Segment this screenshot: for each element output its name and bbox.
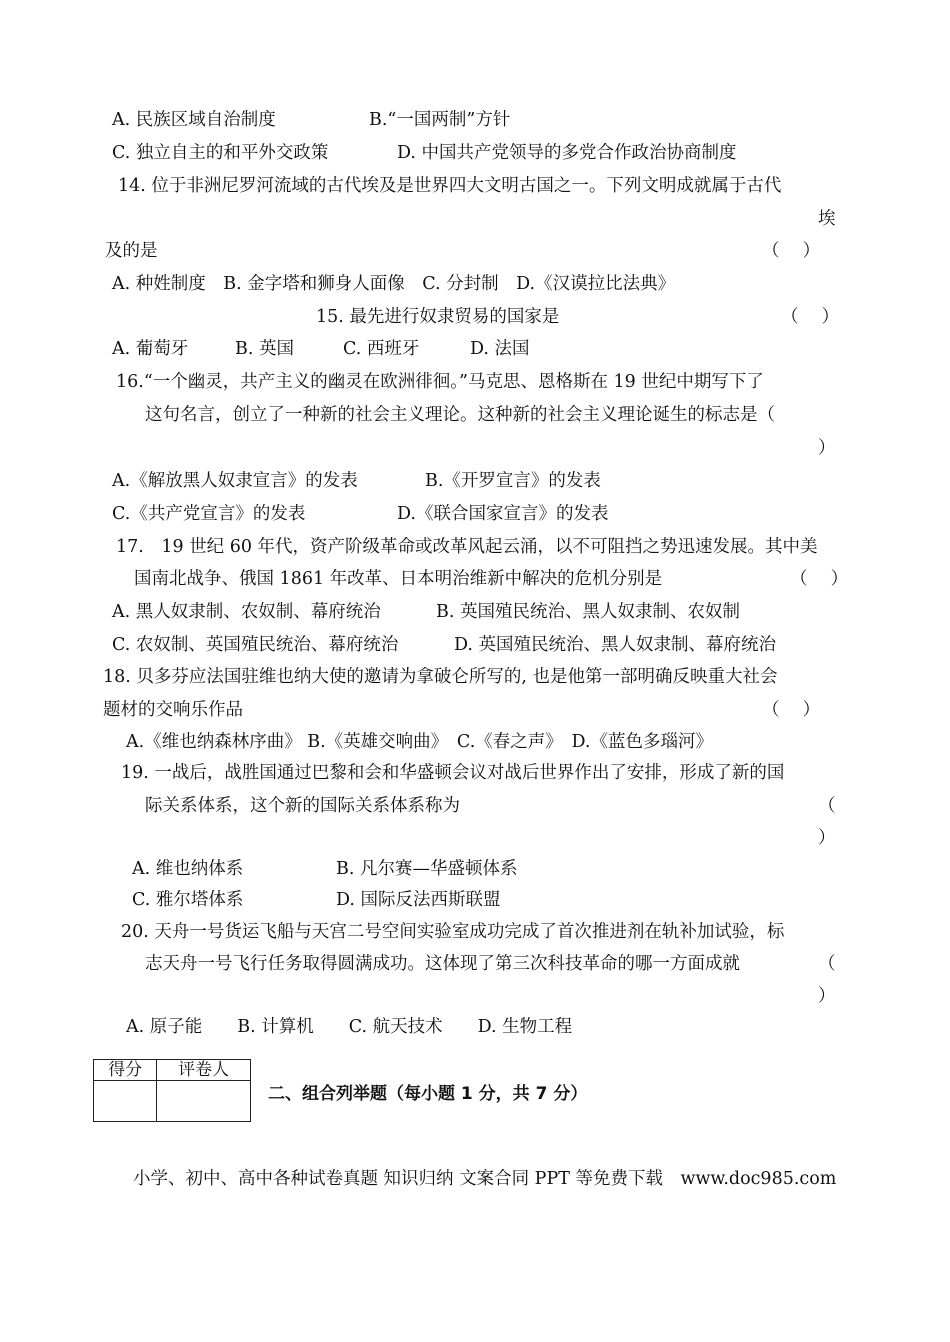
q15-option-d: D. 法国 [470, 339, 530, 359]
q19-option-d: D. 国际反法西斯联盟 [336, 890, 501, 910]
q18-stem-line2: 题材的交响乐作品 [103, 700, 243, 720]
q20-options: A. 原子能 B. 计算机 C. 航天技术 D. 生物工程 [126, 1017, 573, 1037]
q15-option-c: C. 西班牙 [343, 339, 420, 359]
q16-stem-line2: 这句名言，创立了一种新的社会主义理论。这种新的社会主义理论诞生的标志是（ [145, 405, 775, 425]
q18-stem-line1: 18. 贝多芬应法国驻维也纳大使的邀请为拿破仑所写的, 也是他第一部明确反映重大社会 [103, 667, 778, 687]
q16-answer-paren-close: ） [818, 438, 836, 458]
q17-option-b: B. 英国殖民统治、黑人奴隶制、农奴制 [436, 602, 740, 622]
q17-option-d: D. 英国殖民统治、黑人奴隶制、幕府统治 [454, 635, 777, 655]
q16-stem-line1: 16.“一个幽灵，共产主义的幽灵在欧洲徘徊。”马克思、恩格斯在 19 世纪中期写下了 [116, 372, 764, 392]
grader-header: 评卷人 [157, 1060, 251, 1081]
q19-option-c: C. 雅尔塔体系 [132, 890, 244, 910]
q17-stem-line2: 国南北战争、俄国 1861 年改革、日本明治维新中解决的危机分别是 [134, 569, 663, 589]
q20-stem-line2: 志天舟一号飞行任务取得圆满成功。这体现了第三次科技革命的哪一方面成就 [145, 954, 740, 974]
q13-option-c: C. 独立自主的和平外交政策 [112, 143, 329, 163]
q14-answer-paren: （ ） [762, 241, 821, 261]
score-table [93, 1059, 251, 1122]
q19-answer-paren-open: （ [818, 796, 836, 816]
q17-option-a: A. 黑人奴隶制、农奴制、幕府统治 [112, 602, 381, 622]
q19-stem-line1: 19. 一战后，战胜国通过巴黎和会和华盛顿会议对战后世界作出了安排，形成了新的国 [121, 763, 785, 783]
q16-option-d: D.《联合国家宣言》的发表 [397, 504, 609, 524]
q14-options: A. 种姓制度 B. 金字塔和狮身人面像 C. 分封制 D.《汉谟拉比法典》 [112, 274, 676, 294]
q14-stem-line2: 及的是 [105, 241, 158, 261]
q13-option-b: B.“一国两制”方针 [369, 110, 511, 130]
q19-answer-paren-close: ） [818, 828, 836, 848]
q15-option-b: B. 英国 [235, 339, 294, 359]
q16-option-c: C.《共产党宣言》的发表 [112, 504, 306, 524]
q19-stem-line2: 际关系体系，这个新的国际关系体系称为 [145, 796, 460, 816]
q20-answer-paren-open: （ [818, 954, 836, 974]
q17-stem-line1: 17. 19 世纪 60 年代，资产阶级革命或改革风起云涌，以不可阻挡之势迅速发展。其中美 [116, 537, 818, 557]
q16-option-a: A.《解放黑人奴隶宣言》的发表 [112, 471, 358, 491]
q14-stem-line1: 14. 位于非洲尼罗河流域的古代埃及是世界四大文明古国之一。下列文明成就属于古代 [118, 176, 782, 196]
score-header: 得分 [94, 1060, 157, 1081]
q20-answer-paren-close: ） [818, 986, 836, 1006]
q19-option-a: A. 维也纳体系 [132, 859, 244, 879]
q13-option-d: D. 中国共产党领导的多党合作政治协商制度 [397, 143, 737, 163]
q15-answer-paren: （ ） [781, 307, 840, 327]
q13-option-a: A. 民族区域自治制度 [112, 110, 276, 130]
score-cell[interactable] [94, 1081, 157, 1122]
footer-text: 小学、初中、高中各种试卷真题 知识归纳 文案合同 PPT 等免费下载 www.doc985.com [133, 1169, 837, 1189]
q20-stem-line1: 20. 天舟一号货运飞船与天宫二号空间实验室成功完成了首次推进剂在轨补加试验，标 [121, 922, 785, 942]
q19-option-b: B. 凡尔赛—华盛顿体系 [336, 859, 518, 879]
q15-option-a: A. 葡萄牙 [112, 339, 189, 359]
section2-title: 二、组合列举题（每小题 1 分，共 7 分） [268, 1084, 588, 1104]
q18-answer-paren: （ ） [762, 700, 821, 720]
q15-stem: 15. 最先进行奴隶贸易的国家是 [316, 307, 560, 327]
q17-option-c: C. 农奴制、英国殖民统治、幕府统治 [112, 635, 399, 655]
grader-cell[interactable] [157, 1081, 251, 1122]
q16-option-b: B.《开罗宣言》的发表 [425, 471, 601, 491]
q14-stem-wrap: 埃 [818, 209, 836, 229]
q18-options: A.《维也纳森林序曲》 B.《英雄交响曲》 C.《春之声》 D.《蓝色多瑙河》 [126, 732, 713, 752]
q17-answer-paren: （ ） [790, 569, 849, 589]
